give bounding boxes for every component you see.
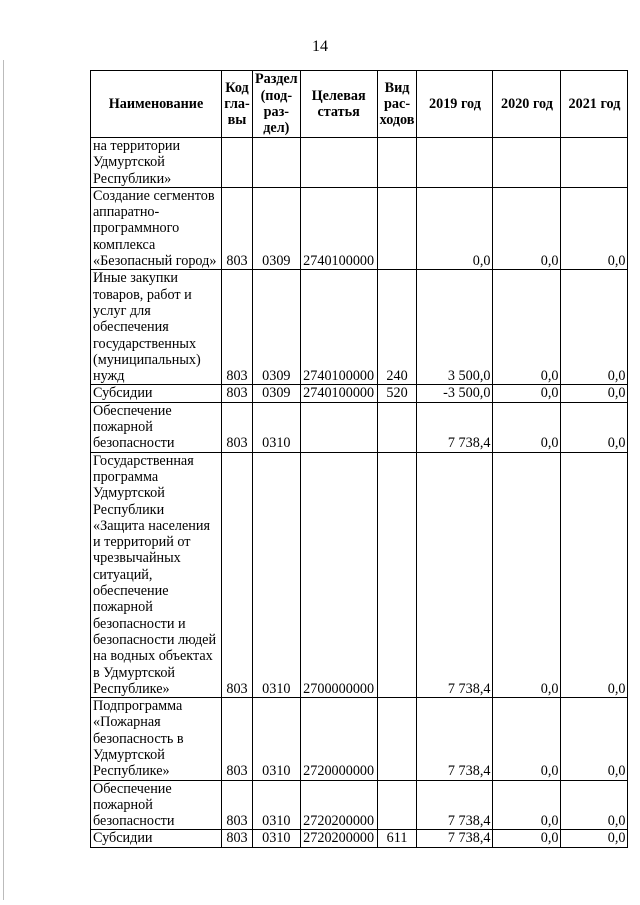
table-row [91,187,628,269]
row-2020-cell: 0,0 [493,698,561,780]
row-2020-cell: 0,0 [493,452,561,697]
header-code: Код гла-вы [222,71,253,138]
row-2021-cell: 0,0 [561,402,628,452]
header-section: Раздел (под-раз-дел) [253,71,301,138]
row-2020-cell: 0,0 [493,830,561,847]
table-row [91,452,628,697]
row-expense-type-cell: 520 [377,385,417,402]
row-code-cell: 803 [222,830,253,847]
row-2021-cell: 0,0 [561,187,628,269]
row-expense-type-cell: 240 [377,270,417,385]
header-target: Целевая статья [300,71,377,138]
table-row [91,830,628,847]
row-target-cell: 2720200000 [300,780,377,830]
row-code-cell: 803 [222,187,253,269]
table-header-row [91,71,628,138]
header-name: Наименование [91,71,222,138]
table-row [91,270,628,385]
header-2020: 2020 год [493,71,561,138]
row-2020-cell: 0,0 [493,780,561,830]
page-number: 14 [312,38,328,55]
row-2021-cell: 0,0 [561,698,628,780]
row-section-cell: 0310 [253,698,301,780]
row-2019-cell: 7 738,4 [417,830,493,847]
row-section-cell: 0310 [253,780,301,830]
row-2019-cell: 7 738,4 [417,452,493,697]
row-2020-cell: 0,0 [493,270,561,385]
row-target-cell [300,402,377,452]
row-target-cell: 2740100000 [300,270,377,385]
row-2019-cell: 3 500,0 [417,270,493,385]
row-2020-cell: 0,0 [493,402,561,452]
header-expense-type: Вид рас-ходов [377,71,417,138]
row-2020-cell: 0,0 [493,385,561,402]
row-name-cell: Субсидии [91,385,222,402]
row-name-cell: на территории Удмуртской Республики» [91,138,222,188]
row-2019-cell [417,138,493,188]
row-section-cell: 0310 [253,402,301,452]
row-name-cell: Подпрограмма «Пожарная безопасность в Удмуртской Республике» [91,698,222,780]
table-row [91,138,628,188]
header-2021: 2021 год [561,71,628,138]
row-code-cell [222,138,253,188]
row-2021-cell: 0,0 [561,270,628,385]
row-expense-type-cell [377,698,417,780]
row-expense-type-cell [377,402,417,452]
page-edge-mark [3,60,4,900]
row-name-cell: Создание сегментов аппаратно-программного комплекса «Безопасный город» [91,187,222,269]
row-2021-cell: 0,0 [561,452,628,697]
row-2019-cell: 7 738,4 [417,698,493,780]
row-2019-cell: 0,0 [417,187,493,269]
table-row [91,698,628,780]
table-row [91,402,628,452]
row-code-cell: 803 [222,402,253,452]
row-section-cell: 0309 [253,270,301,385]
row-target-cell: 2740100000 [300,187,377,269]
row-target-cell [300,138,377,188]
row-target-cell: 2740100000 [300,385,377,402]
row-target-cell: 2720200000 [300,830,377,847]
row-expense-type-cell [377,452,417,697]
row-code-cell: 803 [222,452,253,697]
row-expense-type-cell [377,780,417,830]
row-code-cell: 803 [222,780,253,830]
row-name-cell: Государственная программа Удмуртской Республики «Защита населения и территорий от чрезвычайных ситуаций, обеспечение пожарной безопасности и безопасности людей на водных объектах в Удмуртской Республике» [91,452,222,697]
row-name-cell: Обеспечение пожарной безопасности [91,780,222,830]
row-2021-cell: 0,0 [561,385,628,402]
row-code-cell: 803 [222,698,253,780]
row-2021-cell: 0,0 [561,830,628,847]
row-2021-cell: 0,0 [561,780,628,830]
row-section-cell: 0310 [253,452,301,697]
row-expense-type-cell [377,138,417,188]
table-row [91,385,628,402]
row-2021-cell [561,138,628,188]
budget-table [90,70,628,848]
row-name-cell: Иные закупки товаров, работ и услуг для обеспечения государственных (муниципальных) нужд [91,270,222,385]
row-2019-cell: 7 738,4 [417,780,493,830]
row-2019-cell: 7 738,4 [417,402,493,452]
row-target-cell: 2700000000 [300,452,377,697]
row-section-cell: 0310 [253,830,301,847]
header-2019: 2019 год [417,71,493,138]
row-2020-cell: 0,0 [493,187,561,269]
table-row [91,780,628,830]
row-section-cell: 0309 [253,385,301,402]
row-2020-cell [493,138,561,188]
row-name-cell: Субсидии [91,830,222,847]
row-2019-cell: -3 500,0 [417,385,493,402]
row-name-cell: Обеспечение пожарной безопасности [91,402,222,452]
row-code-cell: 803 [222,270,253,385]
row-code-cell: 803 [222,385,253,402]
row-section-cell [253,138,301,188]
row-target-cell: 2720000000 [300,698,377,780]
row-expense-type-cell: 611 [377,830,417,847]
row-section-cell: 0309 [253,187,301,269]
row-expense-type-cell [377,187,417,269]
